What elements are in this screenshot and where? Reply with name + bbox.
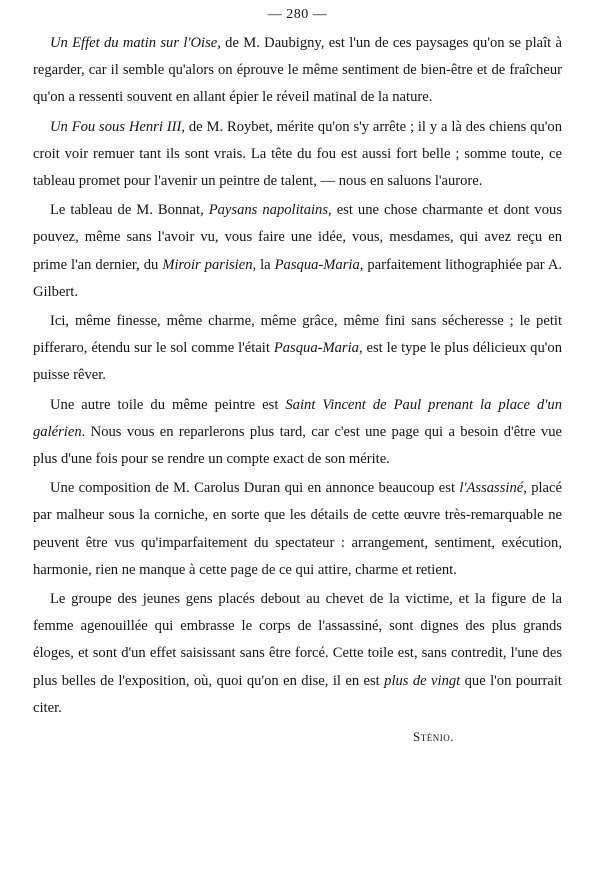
italic-title-run: Miroir parisien [162,256,253,273]
text-run: , parfaitement lithographiée par A. Gilbert. [33,256,563,300]
paragraph [33,197,562,306]
author-signature: Sténio. [413,729,454,745]
text-run: que l'on pourrait citer. [33,672,562,716]
italic-title-run: Pasqua-Maria [274,256,360,273]
italic-title-run: Saint Vincent de Paul prenant la place d'un galérien [33,396,562,440]
paragraph [33,392,562,474]
text-run: , la [252,256,275,273]
paragraph [33,308,562,390]
italic-title-run: l'Assassiné [459,480,524,497]
paragraph [33,586,562,722]
text-run: , de M. Daubigny, est l'un de ces paysages qu'on se plaît à regarder, car il semble qu'alors on éprouve le même sentiment de bien-être et de fraîcheur qu'on a ressenti souvent en allant épier le réveil matinal de la nature. [33,35,562,106]
text-run: . Nous vous en reparlerons plus tard, car c'est une page qui a besoin d'être vue plus d'une fois pour se rendre un compte exact de son mérite. [33,423,562,468]
text-run: , de M. Roybet, mérite qu'on s'y arrête ; il y a là des chiens qu'on croit voir remuer tant ils sont vrais. La tête du fou est aussi fort belle ; somme toute, ce tableau promet pour l'avenir un peintre de talent, — nous en saluons l'aurore. [33,118,562,190]
text-run: Le groupe des jeunes gens placés debout au chevet de la victime, et la figure de la femme agenouillée qui embrasse le corps de l'assassiné, sont dignes des plus grands éloges, et sont d'un effet saisissant sans être forcé. Cette toile est, sans contredit, l'une des plus belles de l'exposition, où, quoi qu'on en dise, il en est [33,591,562,689]
text-run: Le tableau de M. Bonnat, [50,202,209,219]
text-run: Une composition de M. Carolus Duran qui en annonce beaucoup est [50,480,460,497]
article-body [33,30,562,722]
italic-title-run: Paysans napolitains [208,202,329,219]
text-run: Une autre toile du même peintre est [50,396,286,413]
text-run: , placé par malheur sous la corniche, en sorte que les détails de cette œuvre très-remarquable ne peuvent être vus qu'imparfaitement du spectateur : arrangement, sentiment, exécution, harmonie, rien ne manque à cette page de ce qui attire, charme et retient. [33,480,562,578]
italic-title-run: Un Fou sous Henri III [50,118,182,135]
page-number: — 280 — [267,7,328,22]
italic-title-run: plus de vingt [384,672,461,689]
paragraph [33,114,562,196]
paragraph [33,475,562,584]
paragraph [33,30,562,112]
text-run: , est le type le plus délicieux qu'on puisse rêver. [33,340,562,384]
italic-title-run: Un Effet du matin sur l'Oise [50,35,218,51]
italic-title-run: Pasqua-Maria [273,340,359,357]
text-run: , est une chose charmante et dont vous pouvez, même sans l'avoir vu, vous faire une idée, vous, mesdames, qui avez reçu en prime l'an dernier, du [33,202,563,273]
text-run: Ici, même finesse, même charme, même grâce, même fini sans sécheresse ; le petit pifferaro, étendu sur le sol comme l'était [33,313,562,357]
